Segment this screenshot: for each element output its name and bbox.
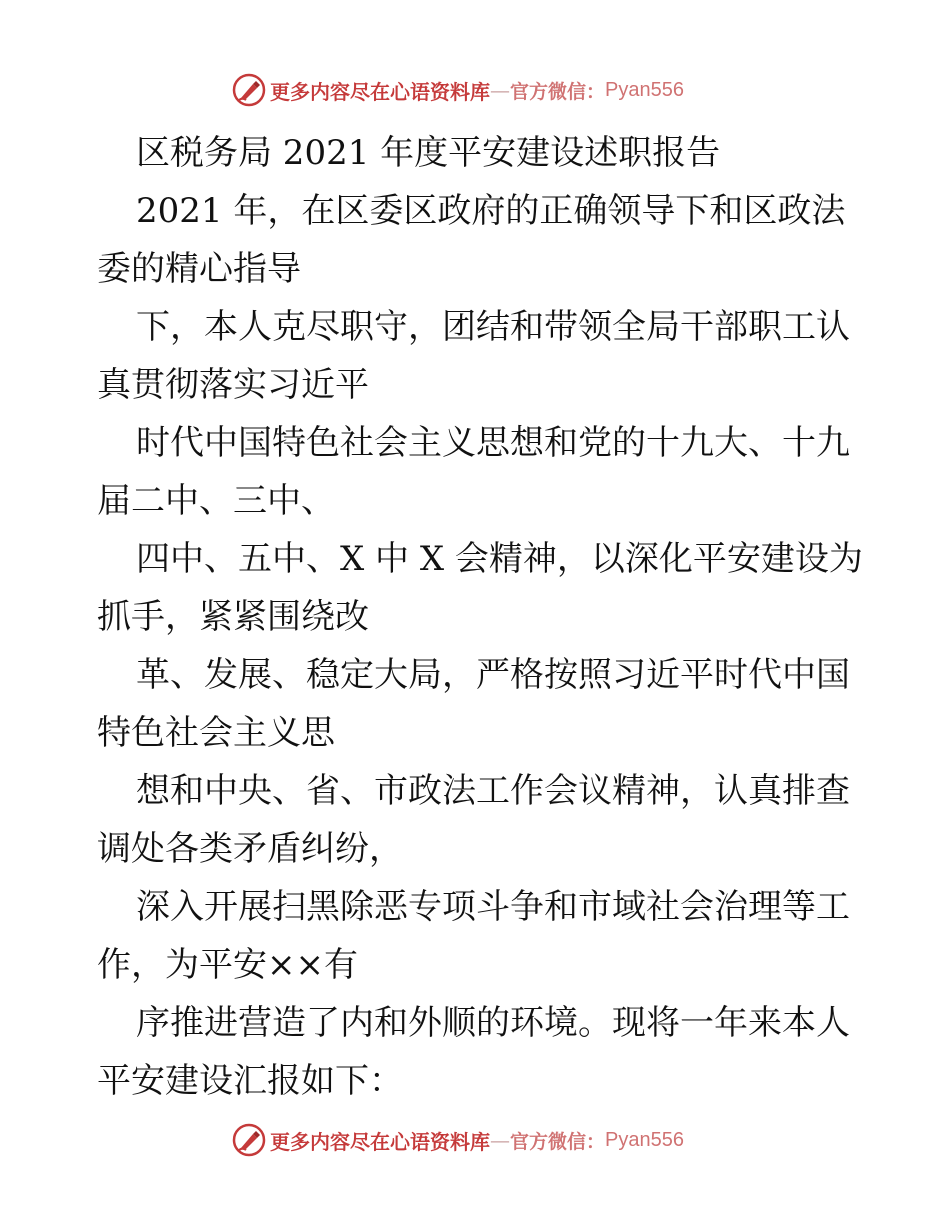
watermark-main-text: 更多内容尽在心语资料库 — [270, 79, 490, 104]
watermark-official-label: 官方微信： — [510, 1130, 606, 1153]
document-body — [97, 124, 863, 1110]
text-line: 四中、五中、X 中 X 会精神，以深化平安建设为 — [136, 539, 863, 579]
header-watermark — [232, 72, 712, 108]
text-line: 委的精心指导 — [97, 249, 301, 289]
text-line: 区税务局 2021 年度平安建设述职报告 — [136, 133, 721, 173]
text-line: 时代中国特色社会主义思想和党的十九大、十九 — [136, 423, 850, 463]
text-line: 平安建设汇报如下： — [97, 1061, 403, 1101]
text-line: 深入开展扫黑除恶专项斗争和市域社会治理等工 — [136, 887, 850, 927]
text-line: 真贯彻落实习近平 — [97, 365, 369, 405]
text-line: 特色社会主义思 — [97, 713, 335, 753]
text-line: 下，本人克尽职守，团结和带领全局干部职工认 — [136, 307, 850, 347]
text-line: 序推进营造了内和外顺的环境。现将一年来本人 — [136, 1003, 850, 1043]
watermark-official-label: 官方微信： — [510, 80, 606, 103]
text-line: 作，为平安××有 — [97, 945, 358, 985]
pen-logo-icon — [232, 73, 266, 107]
text-line: 革、发展、稳定大局，严格按照习近平时代中国 — [136, 655, 850, 695]
watermark-dash: — — [490, 78, 510, 102]
watermark-wechat-id: Pyan556 — [605, 1128, 684, 1151]
watermark-wechat-id: Pyan556 — [605, 78, 684, 101]
text-line: 抓手，紧紧围绕改 — [97, 597, 369, 637]
text-line: 想和中央、省、市政法工作会议精神，认真排查 — [136, 771, 850, 811]
text-line: 2021 年，在区委区政府的正确领导下和区政法 — [136, 191, 846, 231]
watermark-main-text: 更多内容尽在心语资料库 — [270, 1129, 490, 1154]
watermark-dash: — — [490, 1128, 510, 1152]
text-line: 届二中、三中、 — [97, 481, 335, 521]
text-line: 调处各类矛盾纠纷， — [97, 829, 403, 869]
pen-logo-icon — [232, 1123, 266, 1157]
footer-watermark — [232, 1122, 712, 1158]
